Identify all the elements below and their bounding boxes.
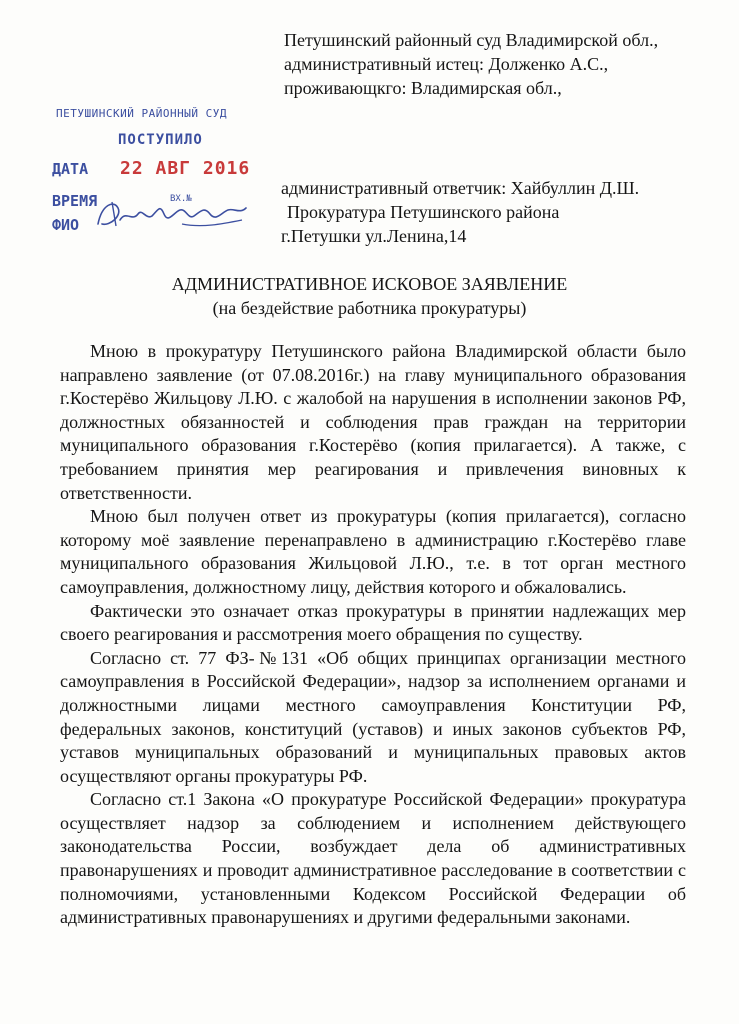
court-line: Петушинский районный суд Владимирской обл., [284,30,659,50]
stamp-date: 22 АВГ 2016 [120,158,251,179]
defendant-line: административный ответчик: Хайбуллин Д.Ш. [281,178,640,198]
court-received-stamp [52,102,252,232]
prosecutor-line: Прокуратура Петушинского района [287,202,560,222]
document-body [60,340,686,930]
stamp-time-label: ВРЕМЯ [52,192,98,210]
defendant-block [281,176,639,248]
residence-line: проживающкго: Владимирская обл., [284,78,562,98]
document-subtitle: (на бездействие работника прокуратуры) [212,298,527,318]
plaintiff-line: административный истец: Долженко А.С., [284,54,609,74]
paragraph: Фактически это означает отказ прокуратуры в принятии надлежащих мер своего реагирования и рассмотрения моего обращения по существу. [60,600,686,645]
addressee-block [284,28,658,100]
paragraph: Мною в прокуратуру Петушинского района Владимирской области было направлено заявление (от 07.08.2016г.) на главу муниципального образования г.Костерёво Жильцову Л.Ю. с жалобой на нарушения в исполнении законов РФ, должностных обязанностей и соблюдения прав граждан на территории муниципального образования г.Костерёво (копия прилагается). А также, с требованием принятия мер реагирования и привлечения виновных к ответственности. [60,341,686,503]
stamp-fio-label: ФИО [52,216,80,234]
handwritten-signature [92,194,252,234]
paragraph: Мною был получен ответ из прокуратуры (копия прилагается), согласно которому моё заявление перенаправлено в администрацию г.Костерёво главе муниципального образования Жильцовой Л.Ю., т.е. в тот орган местного самоуправления, должностному лицу, действия которого и обжаловались. [60,506,686,597]
stamp-in-number-label: ВХ.№ [170,194,192,204]
paragraph: Согласно ст. 77 ФЗ-№131 «Об общих принципах организации местного самоуправления в Российской Федерации», надзор за исполнением органами и должностными лицами местного самоуправления Конституции РФ, федеральных законов, конституций (уставов) и иных законов субъектов РФ, уставов муниципальных образований и муниципальных правовых актов осуществляют органы прокуратуры РФ. [60,647,686,786]
stamp-court-name: ПЕТУШИНСКИЙ РАЙОННЫЙ СУД [56,107,227,120]
stamp-date-label: ДАТА [52,160,89,178]
document-title: АДМИНИСТРАТИВНОЕ ИСКОВОЕ ЗАЯВЛЕНИЕ [171,274,568,294]
stamp-received-label: ПОСТУПИЛО [118,132,203,148]
paragraph: Согласно ст.1 Закона «О прокуратуре Российской Федерации» прокуратура осуществляет надзор за соблюдением и исполнением действующего законодательства России, возбуждает дела об административных правонарушениях и проводит административное расследование в соответствии с полномочиями, установленными Кодексом Российской Федерации об административных правонарушениях и другими федеральными законами. [60,789,686,928]
prosecutor-address-line: г.Петушки ул.Ленина,14 [281,226,467,246]
